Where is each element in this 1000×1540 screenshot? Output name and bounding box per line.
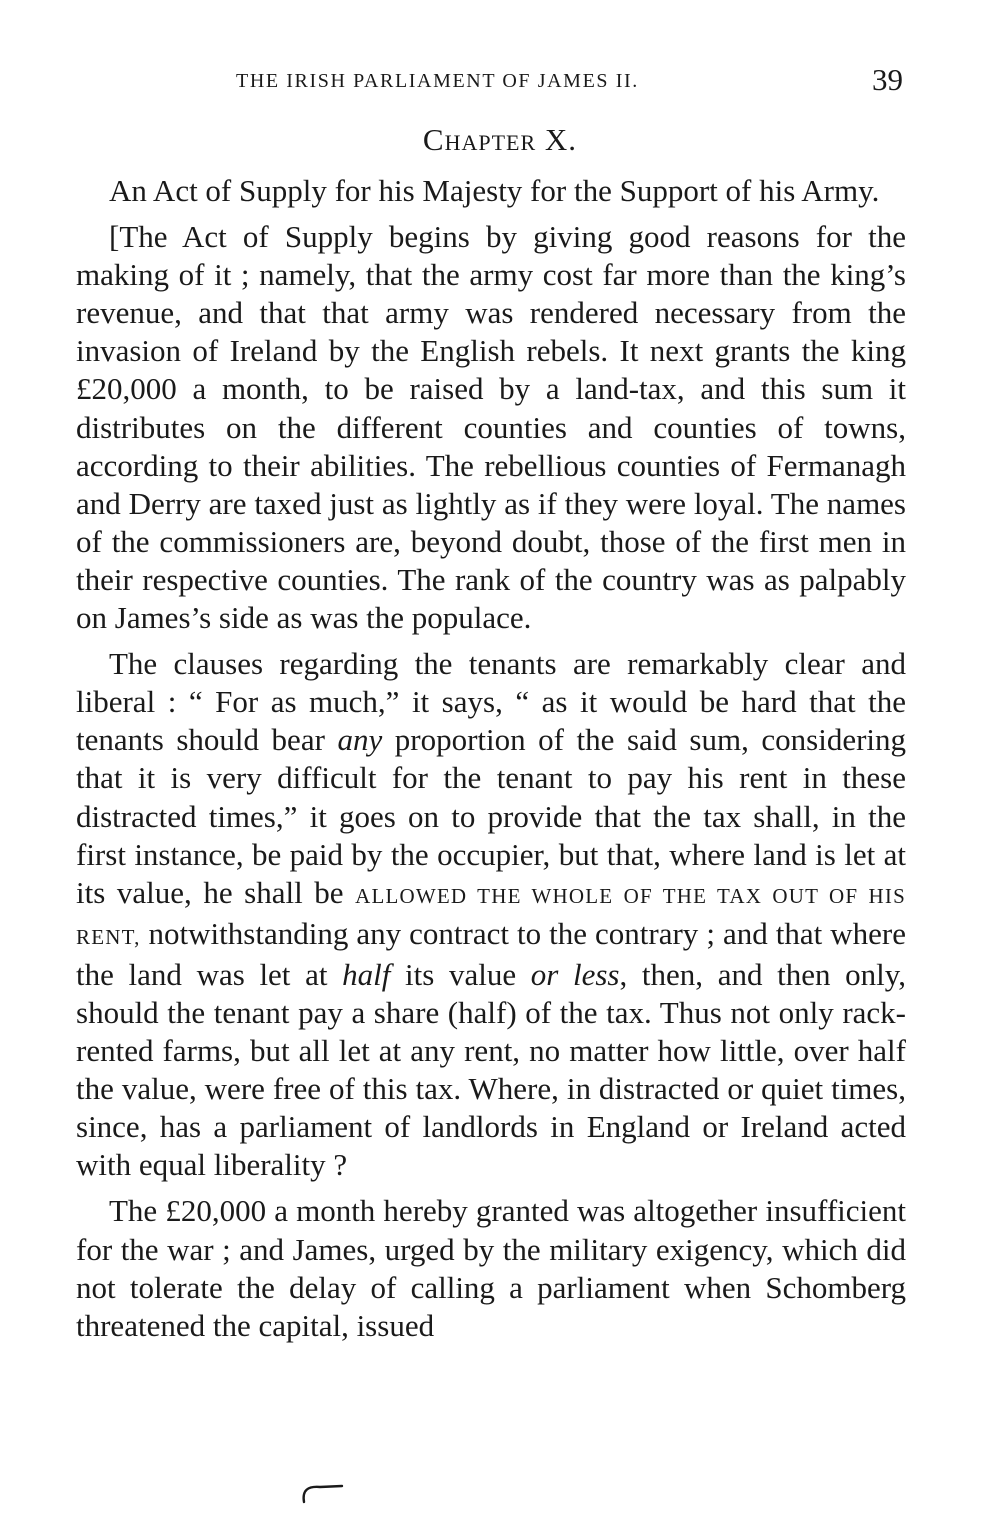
paragraph-act-of-supply: [The Act of Supply begins by giving good reasons for the making of it ; namely, that the army cost far more than the king’s revenue, and that that army was rendered necessary from the invasion of Ireland by the English rebels. It next grants the king £20,000 a month, to be raised by a land-tax, and this sum it distributes on the different counties and counties of towns, according to their abilities. The rebellious counties of Fermanagh and Derry are taxed just as lightly as if they were loyal. The names of the commissioners are, beyond doubt, those of the first men in their respective counties. The rank of the country was as palpably on James’s side as was the populace. [76, 219, 906, 636]
emphasis-half: half [342, 956, 391, 992]
running-title: THE IRISH PARLIAMENT OF JAMES II. [236, 70, 639, 92]
text-segment: notwithstanding any contract to the contrary ; and that where the land was let at [76, 915, 906, 992]
running-head [0, 62, 1000, 102]
chapter-heading: Chapter X. [422, 122, 578, 157]
emphasis-any: any [337, 722, 383, 758]
act-title-paragraph: An Act of Supply for his Majesty for the Support of his Army. [109, 173, 880, 208]
paragraph-tenant-clauses [76, 645, 906, 1184]
text-segment: The clauses regarding the tenants are remarkably clear and liberal : “ For as much,” it says, “ as it would be hard that the tenants should bear [76, 646, 906, 758]
printer-mark [298, 1480, 348, 1506]
smallcaps-phrase: ALLOWED THE WHOLE OF THE TAX OUT OF HIS RENT, [76, 883, 906, 949]
paragraph-insufficient-grant: The £20,000 a month hereby granted was altogether insufficient for the war ; and James, urged by the military exigency, which did not tolerate the delay of calling a parliament when Schomberg threatened the capital, issued [76, 1193, 906, 1343]
body-text [76, 172, 906, 1345]
text-segment: its value [390, 956, 531, 992]
emphasis-or-less: or less [530, 956, 620, 992]
text-segment: proportion of the said sum, considering that it is very difficult for the tenant to pay his rent in these distracted times,” it goes on to provide that the tax shall, in the first instance, be paid by the occupier, but that, where land is let at its value, he shall be [76, 722, 907, 910]
text-segment: , then, and then only, should the tenant pay a share (half) of the tax. Thus not only rack-rented farms, but all let at any rent, no matter how little, over half the value, were free of this tax. Where, in distracted or quiet times, since, has a parliament of landlords in England or Ireland acted with equal liberality ? [76, 956, 906, 1183]
page-number: 39 [872, 62, 903, 97]
